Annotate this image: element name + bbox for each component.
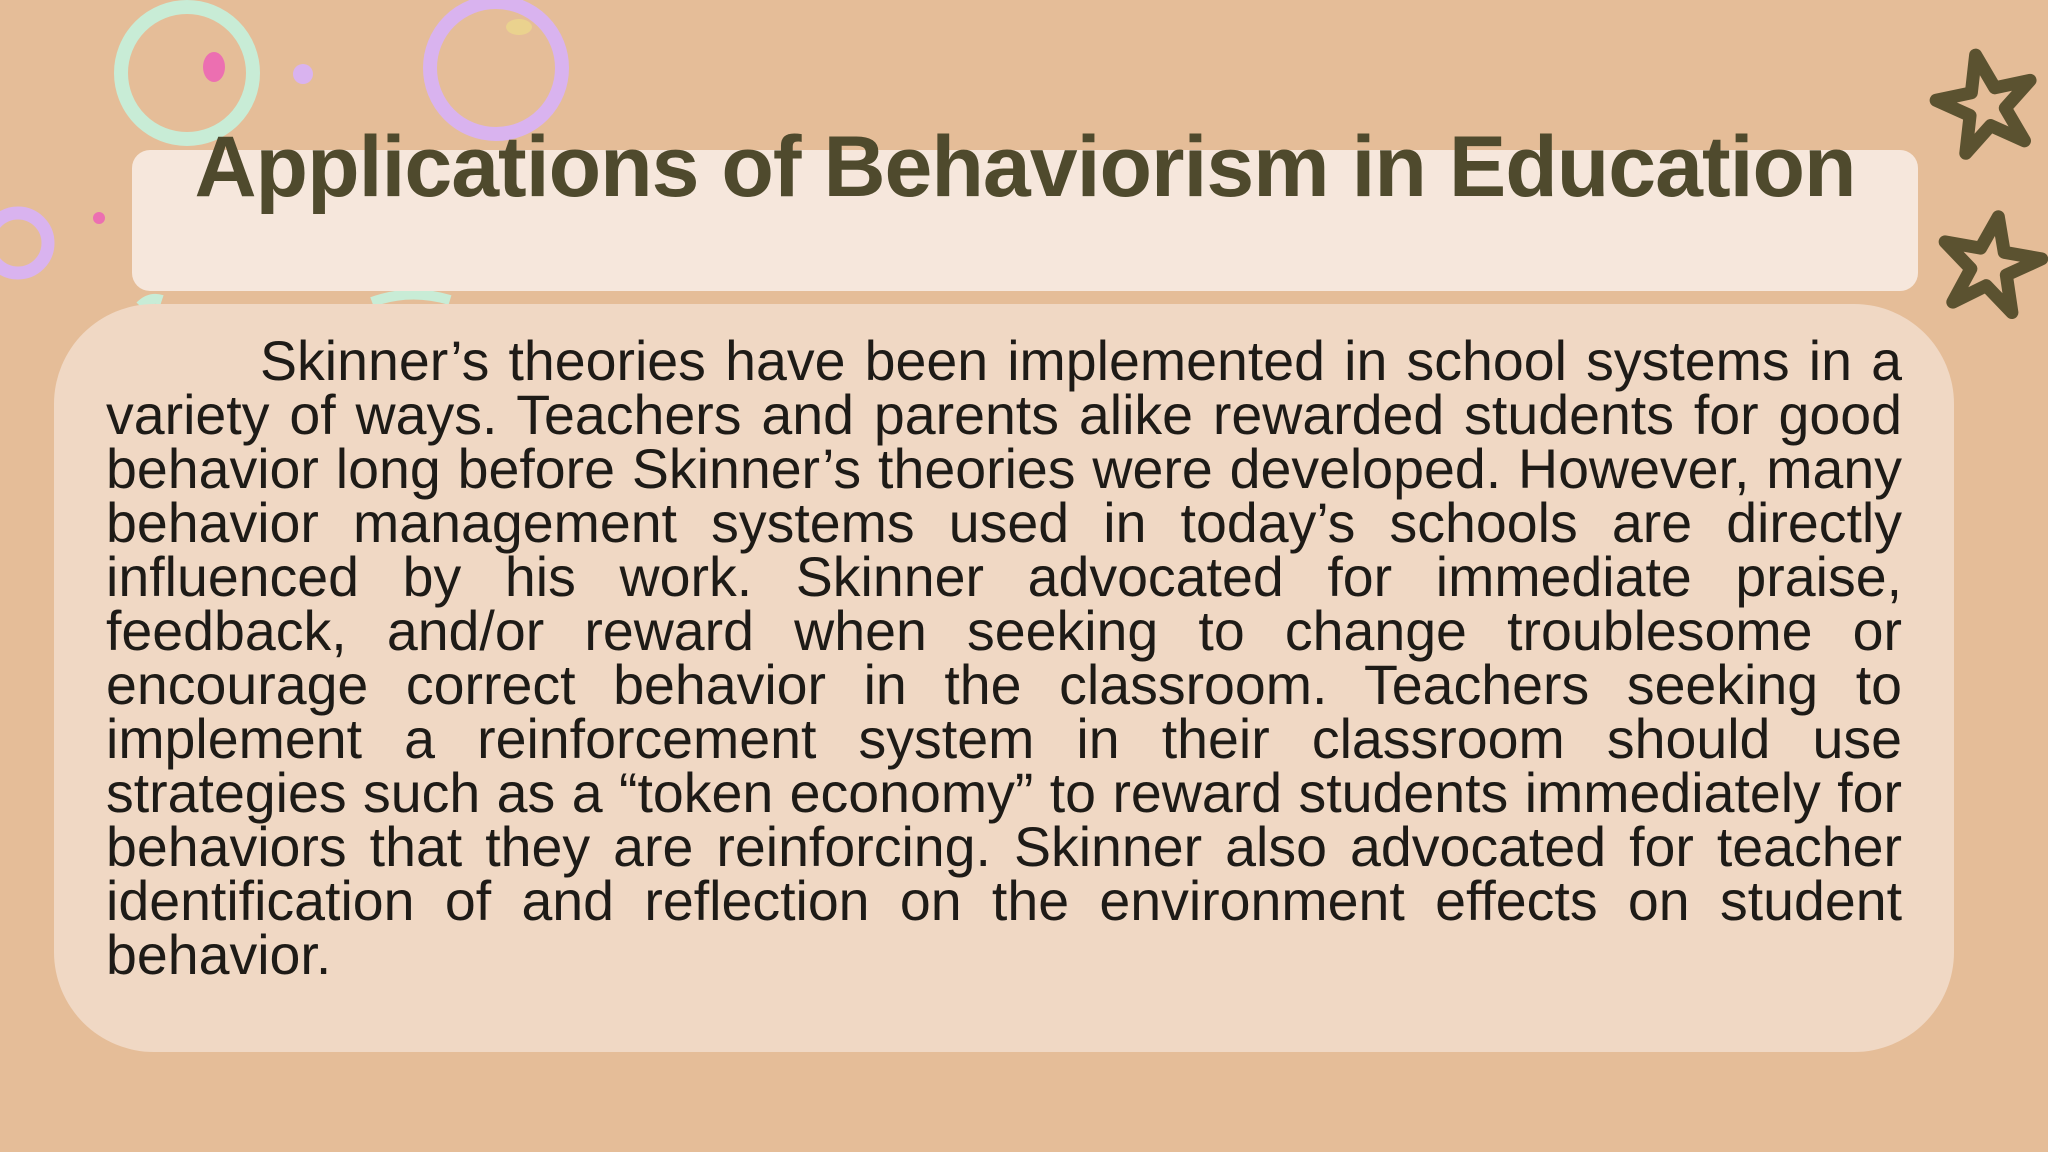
lilac-ring-icon (430, 2, 562, 134)
lilac-ring-icon (0, 213, 48, 273)
body-paragraph: Skinner’s theories have been implemented in school systems in a variety of ways. Teachers and parents alike rewarded students for good behavior long before Skinner’s theories were developed. However, many behavior management systems used in today’s schools are directly influenced by his work. Skinner advocated for immediate praise, feedback, and/or reward when seeking to change troublesome or encourage correct behavior in the classroom. Teachers seeking to implement a reinforcement system in their classroom should use strategies such as a “token economy” to reward students immediately for behaviors that they are reinforcing. Skinner also advocated for teacher identification of and reflection on the environment effects on student behavior. (106, 330, 1902, 986)
lilac-dot-icon (293, 64, 313, 84)
star-icon (1929, 45, 2042, 157)
highlight-icon (506, 19, 532, 35)
slide-title: Applications of Behaviorism in Education (194, 119, 1856, 215)
pink-dot-icon (93, 212, 105, 224)
pink-dot-icon (203, 52, 225, 82)
mint-ring-icon (372, 294, 450, 302)
star-icon (1935, 208, 2047, 316)
